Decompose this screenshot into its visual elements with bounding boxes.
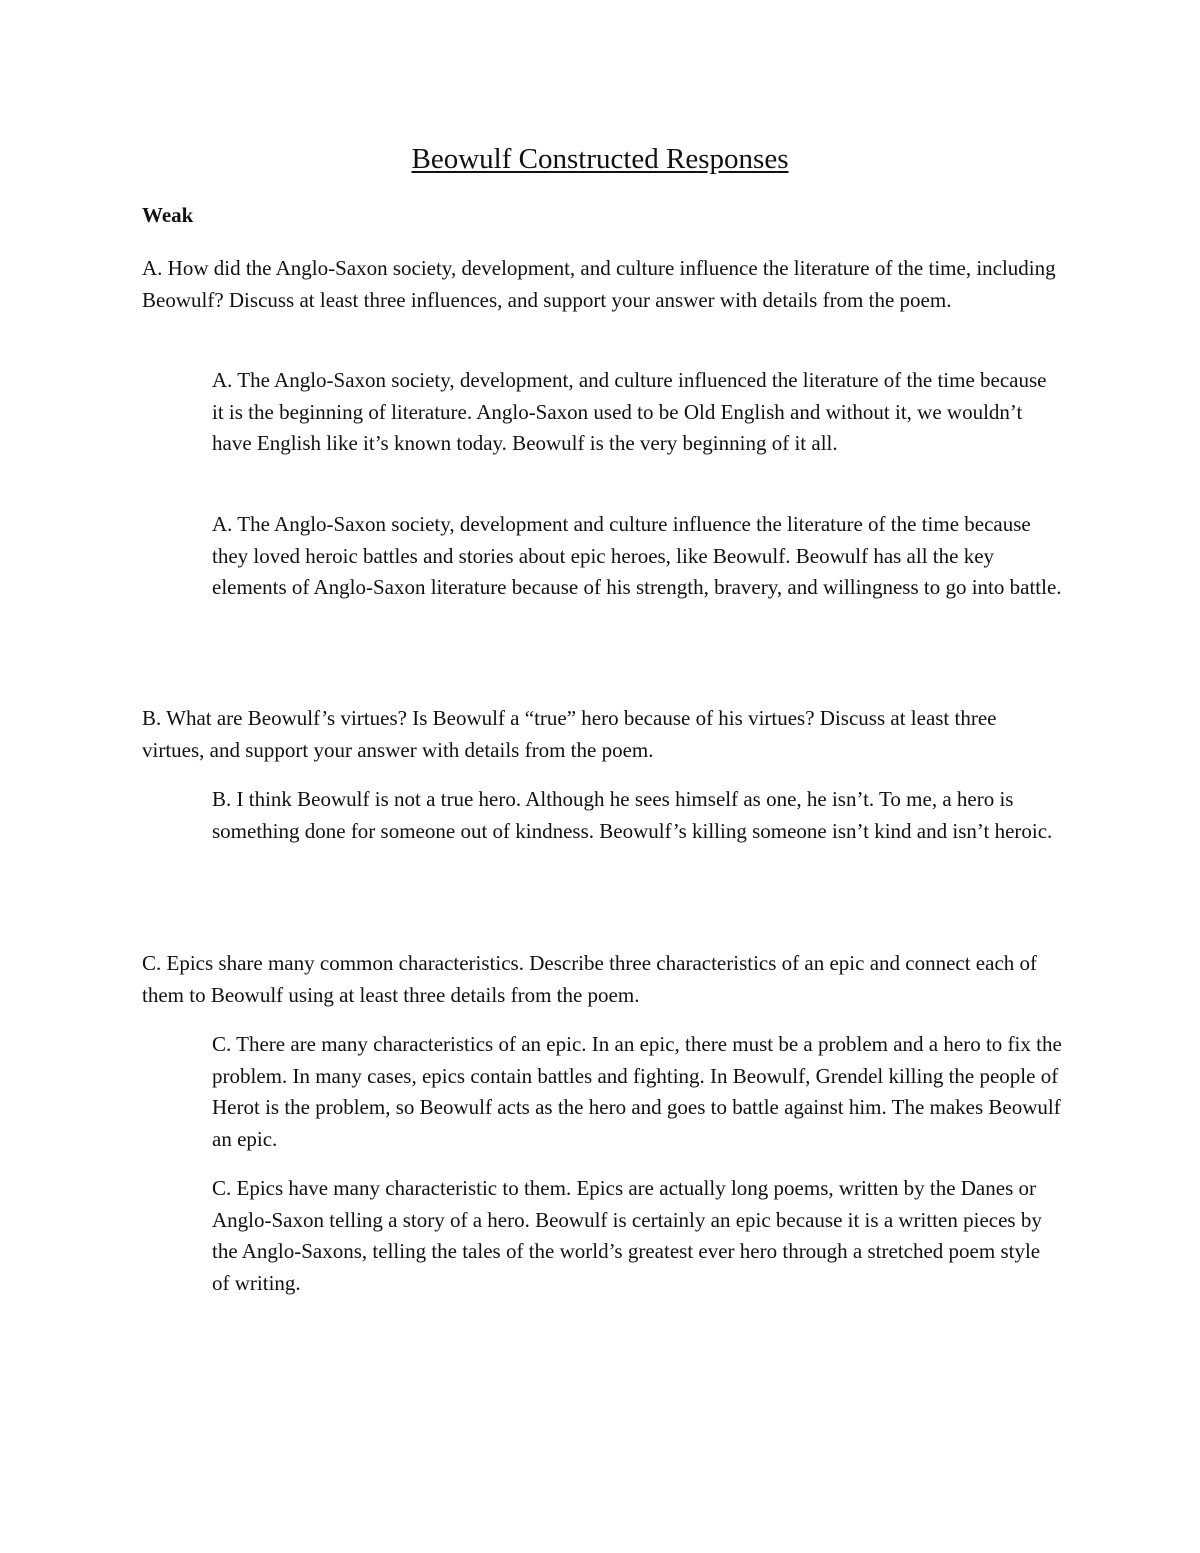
section-heading: Weak [142,203,194,227]
question-c: C. Epics share many common characteristics. Describe three characteristics of an epic and connect each of them to Beowulf using at least three details from the poem. [142,951,1038,1007]
answer-c-1: C. There are many characteristics of an epic. In an epic, there must be a problem and a hero to fix the problem. In many cases, epics contain battles and fighting. In Beowulf, Grendel killing the people of Herot is the problem, so Beowulf acts as the hero and goes to battle against him. The makes Beowulf an epic. [212,1032,1062,1151]
question-b: B. What are Beowulf’s virtues? Is Beowulf a “true” hero because of his virtues? Discuss at least three virtues, and support your answer with details from the poem. [142,706,997,762]
page-title: Beowulf Constructed Responses [411,143,789,175]
answer-a-1: A. The Anglo-Saxon society, development, and culture influenced the literature of the time because it is the beginning of literature. Anglo-Saxon used to be Old English and without it, we wouldn’t have English like it’s known today. Beowulf is the very beginning of it all. [212,368,1047,455]
answer-b-1: B. I think Beowulf is not a true hero. Although he sees himself as one, he isn’t. To me, a hero is something done for someone out of kindness. Beowulf’s killing someone isn’t kind and isn’t heroic. [212,787,1053,843]
answer-a-2: A. The Anglo-Saxon society, development and culture influence the literature of the time because they loved heroic battles and stories about epic heroes, like Beowulf. Beowulf has all the key elements of Anglo-Saxon literature because of his strength, bravery, and willingness to go into battle. [212,512,1062,599]
answer-c-2: C. Epics have many characteristic to them. Epics are actually long poems, written by the Danes or Anglo-Saxon telling a story of a hero. Beowulf is certainly an epic because it is a written pieces by the Anglo-Saxons, telling the tales of the world’s greatest ever hero through a stretched poem style of writing. [212,1176,1042,1295]
question-a: A. How did the Anglo-Saxon society, development, and culture influence the literature of the time, including Beowulf? Discuss at least three influences, and support your answer with details from the poem. [142,256,1056,312]
